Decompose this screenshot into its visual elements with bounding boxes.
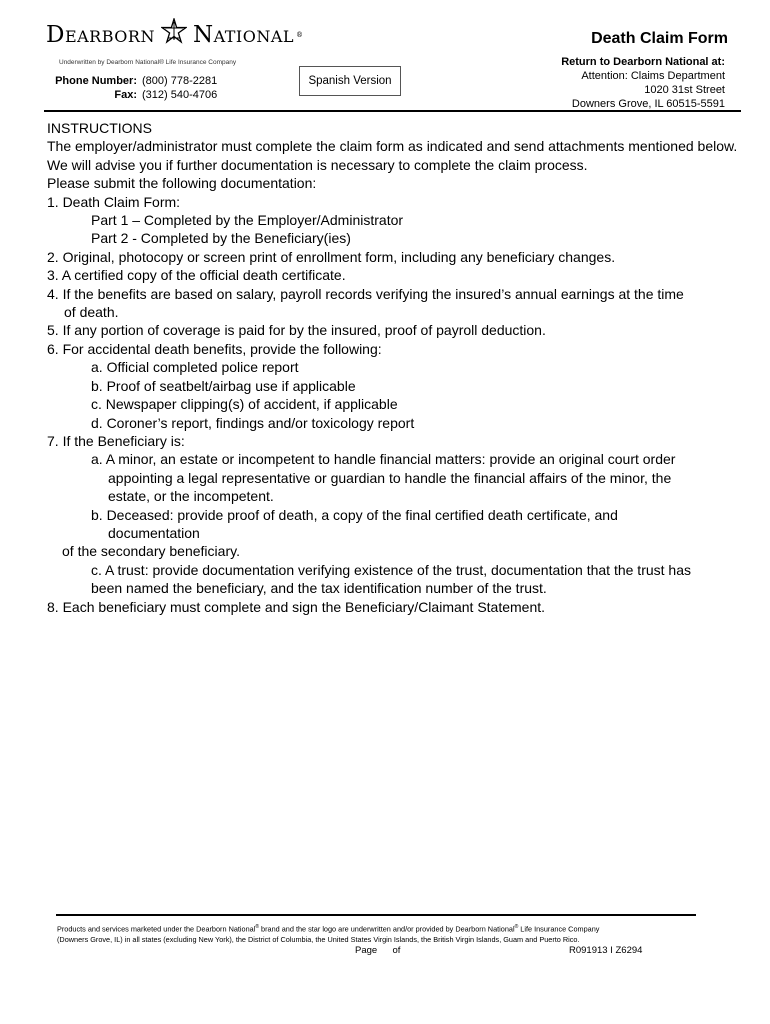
of-label: of [392, 945, 401, 956]
footer-line-2: (Downers Grove, IL) in all states (excluding New York), the District of Columbia, the United States Virgin Islands, the British Virgin Islands, Guam and Puerto Rico. [57, 935, 580, 945]
item-7-c-line-2: been named the beneficiary, and the tax identification number of the trust. [91, 580, 547, 597]
form-title: Death Claim Form [591, 30, 728, 47]
footer-divider [56, 914, 696, 916]
return-address [561, 55, 725, 111]
footer-line-1-a: Products and services marketed under the Dearborn National [57, 924, 256, 934]
fax-value: (312) 540-4706 [142, 89, 218, 101]
item-4-continued: of death. [64, 304, 119, 321]
item-2: 2. Original, photocopy or screen print of enrollment form, including any beneficiary changes. [47, 248, 616, 265]
dearborn-national-logo [46, 18, 304, 51]
item-7-a-line-3: estate, or the incompetent. [108, 488, 274, 505]
item-7-b-line-2: documentation [108, 524, 200, 541]
phone-label: Phone Number: [55, 75, 137, 87]
return-heading: Return to Dearborn National at: [561, 56, 725, 68]
phone-value: (800) 778-2281 [142, 75, 218, 87]
instructions-section [47, 119, 747, 616]
logo-left-text: Dearborn [46, 21, 155, 48]
item-7-a: a. A minor, an estate or incompetent to handle financial matters: provide an original court order [91, 451, 676, 468]
instructions-heading: INSTRUCTIONS [47, 120, 152, 136]
item-5: 5. If any portion of coverage is paid for by the insured, proof of payroll deduction. [47, 322, 546, 339]
item-7: 7. If the Beneficiary is: [47, 432, 185, 449]
registered-mark: ® [514, 924, 519, 930]
item-1-part-2: Part 2 - Completed by the Beneficiary(ies) [91, 230, 351, 247]
spanish-version-button[interactable]: Spanish Version [299, 66, 401, 96]
footer-disclaimer [57, 922, 717, 945]
item-6: 6. For accidental death benefits, provide the following: [47, 340, 382, 357]
page-number [355, 945, 400, 956]
item-8: 8. Each beneficiary must complete and sign the Beneficiary/Claimant Statement. [47, 598, 546, 615]
instructions-intro: The employer/administrator must complete the claim form as indicated and send attachments mentioned below. We will advise you if further documentation is necessary to complete the claim process. [47, 138, 738, 173]
instructions-submit: Please submit the following documentation: [47, 175, 317, 192]
item-7-b: b. Deceased: provide proof of death, a copy of the final certified death certificate, and [91, 506, 618, 523]
footer-line-1 [57, 922, 717, 934]
fax-label: Fax: [114, 89, 137, 101]
underwritten-by-text: Underwritten by Dearborn National® Life Insurance Company [59, 59, 237, 66]
star-logo-svg [161, 18, 187, 44]
item-1: 1. Death Claim Form: [47, 193, 181, 210]
item-4: 4. If the benefits are based on salary, payroll records verifying the insured’s annual earnings at the time [47, 285, 684, 302]
registered-mark: ® [255, 924, 260, 930]
item-6-c: c. Newspaper clipping(s) of accident, if applicable [91, 396, 398, 413]
item-6-b: b. Proof of seatbelt/airbag use if applicable [91, 377, 356, 394]
return-line-city: Downers Grove, IL 60515-5591 [571, 98, 725, 110]
header-divider [44, 110, 741, 112]
return-line-street: 1020 31st Street [644, 84, 725, 96]
item-7-b-line-3: of the secondary beneficiary. [62, 543, 240, 560]
item-7-a-line-2: appointing a legal representative or guardian to handle the financial affairs of the minor, the [108, 469, 672, 486]
item-1-part-1: Part 1 – Completed by the Employer/Administrator [91, 212, 404, 229]
item-7-c: c. A trust: provide documentation verifying existence of the trust, documentation that the trust has [91, 561, 691, 578]
logo-registered-mark: ® [296, 30, 304, 39]
item-6-a: a. Official completed police report [91, 359, 299, 376]
logo-right-text: National [192, 21, 295, 48]
footer-line-1-b: brand and the star logo are underwritten and/or provided by Dearborn National [259, 924, 515, 934]
item-3: 3. A certified copy of the official death certificate. [47, 267, 346, 284]
return-line-attention: Attention: Claims Department [581, 70, 725, 82]
contact-info [50, 74, 290, 104]
item-6-d: d. Coroner’s report, findings and/or toxicology report [91, 414, 415, 431]
footer-line-1-c: Life Insurance Company [518, 924, 600, 934]
form-code: R091913 I Z6294 [569, 945, 643, 956]
page-label: Page [355, 945, 378, 956]
star-logo-icon [161, 18, 187, 51]
